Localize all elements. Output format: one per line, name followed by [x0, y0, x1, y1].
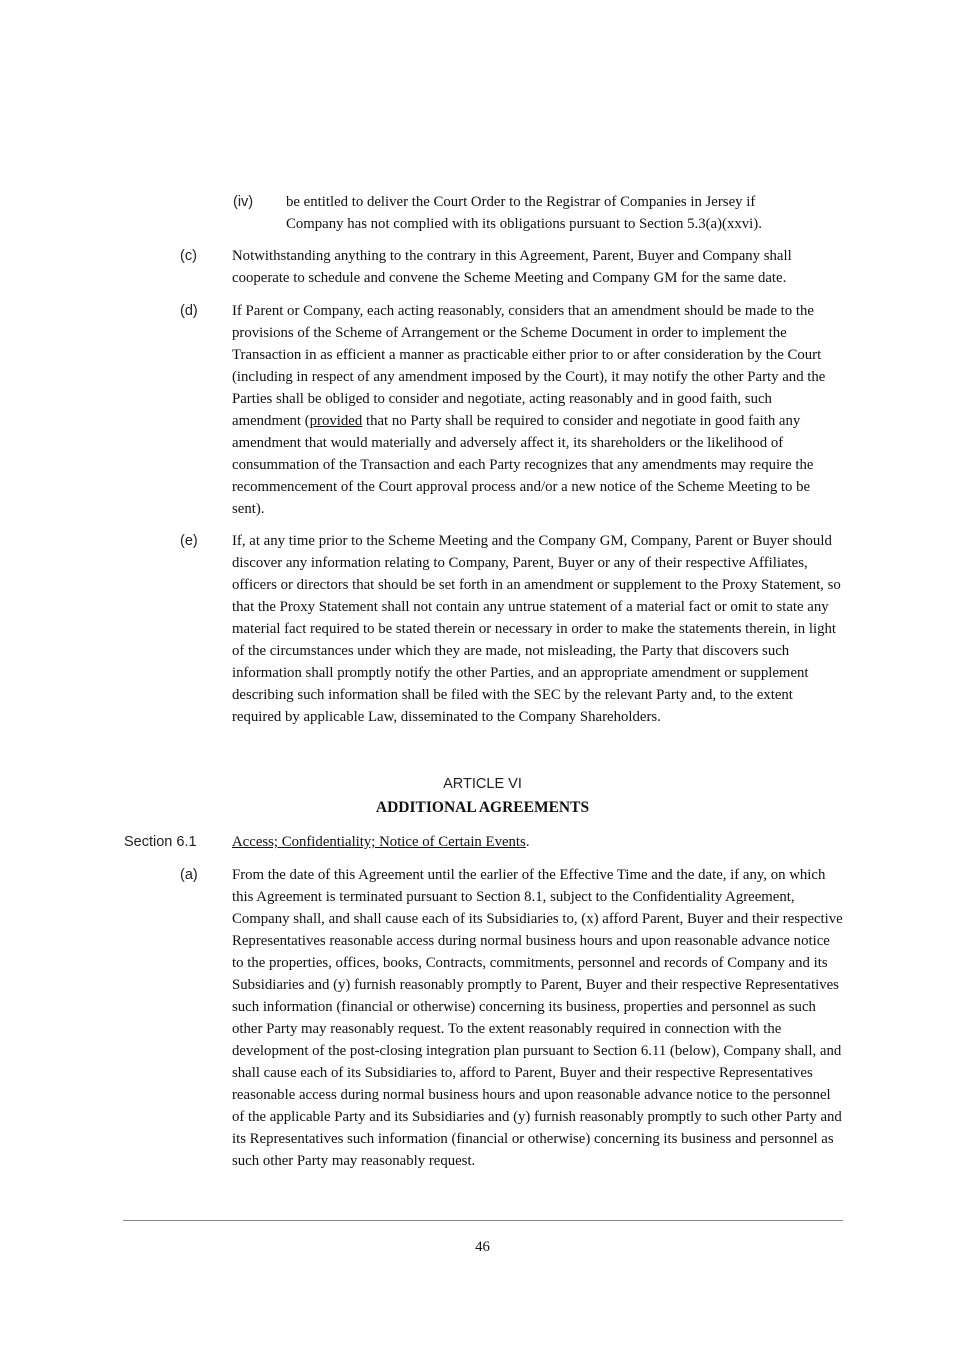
page-number: 46	[475, 1239, 490, 1255]
item-text-d	[232, 300, 842, 520]
article-number: ARTICLE VI	[443, 776, 522, 792]
section-heading	[232, 831, 842, 853]
provided-underlined: provided	[309, 413, 363, 429]
item-text-d-part1: If Parent or Company, each acting reasonably, considers that an amendment should be made to the provisions of the Scheme of Arrangement or the Scheme Document in order to implement the Transaction in as efficient a manner as practicable either prior to or after consideration by the Court (including in respect of any amendment imposed by the Court), it may notify the other Party and the Parties shall be obliged to consider and negotiate, acting reasonably and in good faith, such amendment (	[232, 303, 826, 429]
section-title: Access; Confidentiality; Notice of Certain Events	[232, 834, 526, 850]
item-text-iv: be entitled to deliver the Court Order to the Registrar of Companies in Jersey if Company has not complied with its obligations pursuant to Section 5.3(a)(xxvi).	[286, 194, 762, 232]
section-title-suffix: .	[525, 834, 530, 850]
item-text-a: From the date of this Agreement until the earlier of the Effective Time and the date, if any, on which this Agreement is terminated pursuant to Section 8.1, subject to the Confidentiality Agreement, Company shall, and shall cause each of its Subsidiaries to, (x) afford Parent, Buyer and their respective Representatives reasonable access during normal business hours and upon reasonable advance notice to the properties, offices, books, Contracts, commitments, personnel and records of Company and its Subsidiaries and (y) furnish reasonably promptly to Parent, Buyer and their respective Representatives such information (financial or otherwise) concerning its business, properties and personnel as such other Party may reasonably request. To the extent reasonably required in connection with the development of the post-closing integration plan pursuant to Section 6.11 (below), Company shall, and shall cause each of its Subsidiaries to, afford to Parent, Buyer and their respective Representatives reasonable access during normal business hours and upon reasonable advance notice to the personnel of the applicable Party and its Subsidiaries and (y) furnish reasonably promptly to such other Party and its Representatives such information (financial or otherwise) concerning its business and personnel as such other Party may reasonably request.	[232, 867, 843, 1169]
article-title: ADDITIONAL AGREEMENTS	[375, 799, 590, 816]
footer-divider	[123, 1220, 843, 1221]
item-text-d-part2: that no Party shall be required to consider and negotiate in good faith any amendment that would materially and adversely affect it, its shareholders or the likelihood of consummation of the Transaction and each Party recognizes that any amendments may require the recommencement of the Court approval process and/or a new notice of the Scheme Meeting to be sent).	[232, 413, 814, 517]
item-label-c: (c)	[180, 248, 197, 264]
item-label-a: (a)	[180, 867, 198, 883]
section-label: Section 6.1	[124, 834, 197, 850]
item-text-c: Notwithstanding anything to the contrary in this Agreement, Parent, Buyer and Company shall cooperate to schedule and convene the Scheme Meeting and Company GM for the same date.	[232, 248, 792, 286]
item-label-iv: (iv)	[233, 194, 254, 210]
item-text-e: If, at any time prior to the Scheme Meeting and the Company GM, Company, Parent or Buyer should discover any information relating to Company, Parent, Buyer or any of their respective Affiliates, officers or directors that should be set forth in an amendment or supplement to the Proxy Statement, so that the Proxy Statement shall not contain any untrue statement of a material fact or omit to state any material fact required to be stated therein or necessary in order to make the statements therein, in light of the circumstances under which they are made, not misleading, the Party that discovers such information shall promptly notify the other Parties, and an appropriate amendment or supplement describing such information shall be filed with the SEC by the relevant Party and, to the extent required by applicable Law, disseminated to the Company Shareholders.	[232, 533, 841, 725]
item-label-e: (e)	[180, 533, 198, 549]
item-label-d: (d)	[180, 303, 198, 319]
